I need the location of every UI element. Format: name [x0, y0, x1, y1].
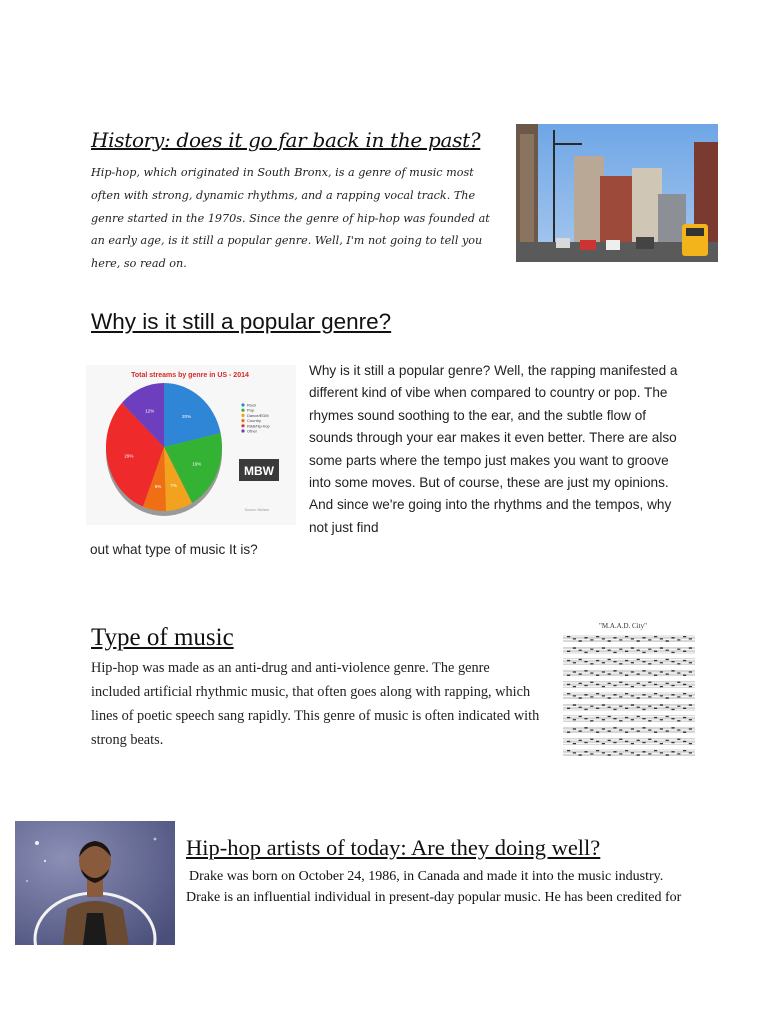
legend-swatch — [241, 403, 244, 406]
pie-value-label: 6% — [154, 484, 162, 490]
type-of-music-paragraph: Hip-hop was made as an anti-drug and anti-violence genre. The genre included artificial rhythmic music, that often goes along with rapping, which lines of poetic speech sang rapidly. This genre of music is often indicated with strong beats. — [91, 660, 540, 748]
sheet-music-image — [549, 620, 697, 765]
legend-label: Pop — [247, 407, 255, 413]
pie-value-label: 20% — [181, 414, 191, 420]
history-heading: History: does it go far back in the past? — [91, 128, 481, 152]
legend-swatch — [241, 414, 244, 417]
legend-swatch — [241, 409, 244, 412]
legend-swatch — [241, 419, 244, 422]
legend-swatch — [241, 429, 244, 432]
drake-photo — [15, 821, 175, 945]
pie-value-label: 19% — [192, 461, 202, 467]
popular-paragraph-tail: out what type of music It is? — [90, 542, 258, 557]
legend-label: R&B/hip-hop — [247, 423, 270, 429]
legend-label: Country — [247, 418, 262, 424]
pie-value-label: 29% — [124, 453, 134, 459]
artists-line-2: Drake is an influential individual in present-day popular music. He has been credited for — [186, 890, 682, 905]
history-paragraph: Hip-hop, which originated in South Bronx, is a genre of music most often with strong, dynamic rhythms, and a rapping vocal track. The genre started in the 1970s. Since the genre of hip-hop was founded at an early age, is it still a popular genre. Well, I'm not going to tell you here, so read on. — [91, 166, 490, 271]
sheet-music-title: "M.A.A.D. City" — [599, 622, 647, 630]
genre-pie-chart — [86, 365, 296, 525]
popular-paragraph: Why is it still a popular genre? Well, the rapping manifested a different kind of vibe when compared to country or pop. The rhymes sound soothing to the ear, and the subtle flow of sounds through your ear makes it even better. There are also some parts where the tempo just makes you want to groove into some moves. But of course, these are just my opinions. And since we're going into the rhythms and the tempos, why not just find — [309, 363, 678, 535]
legend-label: Dance/EDM — [247, 412, 269, 418]
legend-swatch — [241, 424, 244, 427]
artists-line-1: Drake was born on October 24, 1986, in Canada and made it into the music industry. — [189, 869, 664, 884]
pie-value-label: 7% — [170, 483, 177, 489]
popular-heading: Why is it still a popular genre? — [91, 309, 392, 334]
artists-heading: Hip-hop artists of today: Are they doing well? — [186, 835, 601, 860]
street-photo — [516, 124, 718, 262]
mbw-logo-text: MBW — [244, 464, 274, 478]
type-of-music-heading: Type of music — [91, 624, 234, 651]
legend-label: Rock — [247, 402, 257, 408]
chart-title: Total streams by genre in US - 2014 — [131, 372, 249, 379]
legend-label: Other — [247, 428, 258, 434]
pie-value-label: 12% — [145, 408, 155, 414]
artists-paragraph — [186, 866, 706, 908]
chart-source: Source: Nielsen — [244, 508, 270, 512]
